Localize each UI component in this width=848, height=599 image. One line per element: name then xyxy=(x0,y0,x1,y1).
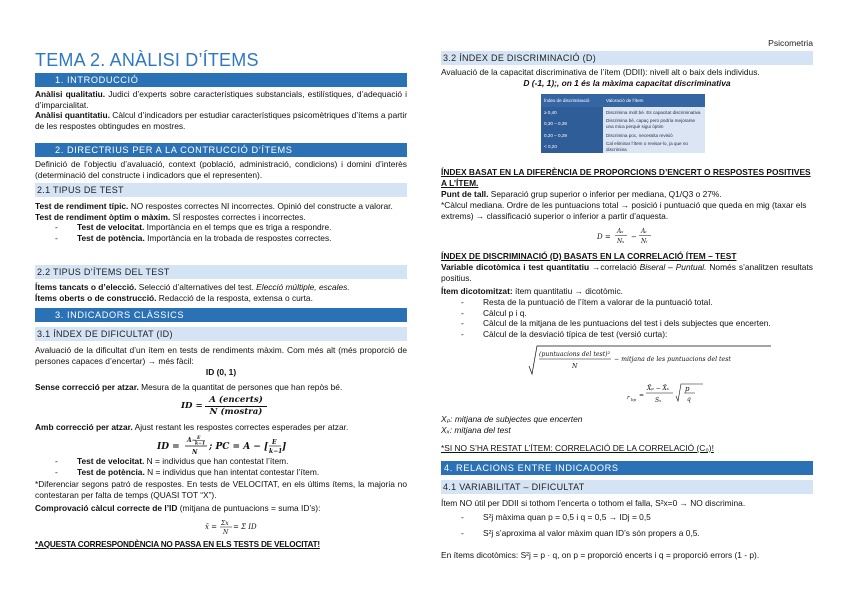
list-item: - Càlcul de la desviació típica de test (versió curta): xyxy=(441,329,813,340)
svg-text:Aₛ: Aₛ xyxy=(617,228,624,235)
s31-intro: Avaluació de la dificultat d’un ítem en tests de rendiments màxim. Com més alt (més proporció de persones capaces d’encertar) → més fàcil: xyxy=(35,345,407,366)
svg-text:p: p xyxy=(685,385,690,393)
table-cell: Cal eliminar l’ítem o revisar-lo, ja que no discrimina xyxy=(603,141,705,153)
svg-text:N: N xyxy=(223,529,229,536)
svg-text:=: = xyxy=(639,392,645,399)
list-item: - S²j s’aproxima al valor màxim quan ID’s són propers a 0,5. xyxy=(441,527,813,540)
formula-id-correction xyxy=(35,433,407,457)
svg-text:k−1: k−1 xyxy=(195,441,206,447)
xx-legend: Xₓ: mitjana del test xyxy=(441,425,511,435)
section-1-heading: 1. INTRODUCCIÓ xyxy=(35,73,407,87)
svg-text:ID =: ID = xyxy=(157,442,180,452)
formula-sd-and-rbp xyxy=(441,344,813,410)
s31-note-speed: *Diferenciar segons patró de respostes. En tests de VELOCITAT, en els últims ítems, la majoria no contestaran per falta de temps (QUASI TOT “X”). xyxy=(35,479,407,500)
s41-list xyxy=(441,511,813,540)
s22-body: Ítems tancats o d’elecció. Selecció d’alternatives del test. Elecció múltiple, escales. Ítems oberts o de construcció. Redacció de la resposta, extensa o curta. xyxy=(35,282,350,303)
s31-list xyxy=(35,456,407,477)
formula-mean-svg xyxy=(35,514,407,538)
svg-text:A−: A− xyxy=(187,437,197,444)
list-item: - Test de velocitat. N = individus que han contestat l’ítem. xyxy=(35,456,407,467)
svg-text:−: − xyxy=(631,233,637,241)
table-cell: 0,20 – 0,29 xyxy=(541,130,603,141)
svg-text:q: q xyxy=(687,396,691,403)
formula-d xyxy=(441,224,813,248)
list-item: - Càlcul p i q. xyxy=(441,308,813,319)
page-title: TEMA 2. ANÀLISI D’ÍTEMS xyxy=(35,50,259,70)
table-cell: Discrimina poc, necessita revisió xyxy=(603,130,705,141)
svg-text:(puntuacions del test)²: (puntuacions del test)² xyxy=(539,351,611,358)
formula-sd-svg xyxy=(441,344,813,410)
svg-text:]: ] xyxy=(282,442,287,452)
svg-text:; PC = A − [: ; PC = A − [ xyxy=(209,442,269,452)
list-item: - Test de velocitat. Importància en el temps que es triga a respondre. xyxy=(35,222,407,233)
section-2-2-heading: 2.2 TIPUS D’ÍTEMS DEL TEST xyxy=(35,265,407,279)
s31-check: Comprovació càlcul correcte de l’ID (mitjana de puntuacions = suma ID’s): xyxy=(35,503,321,513)
formula-d-svg xyxy=(441,224,813,248)
list-item: - Càlcul de la mitjana de les puntuacions del test i dels subjectes que encerten. xyxy=(441,318,813,329)
list-item: - Test de potència. Importància en la trobada de respostes correctes. xyxy=(35,233,407,244)
table-cell: < 0,20 xyxy=(541,141,603,153)
table-header: Valoració de l’ítem xyxy=(603,94,705,107)
svg-text:= Σ ID: = Σ ID xyxy=(233,523,257,531)
section-3-1-heading: 3.1 ÍNDEX DE DIFICULTAT (ID) xyxy=(35,327,407,341)
s31-no-correction: Sense correcció per atzar. Mesura de la quantitat de persones que han repòs bé. xyxy=(35,382,343,392)
s1-paragraphs: Anàlisi qualitatiu. Judici d’experts sobre característiques substancials, estilístiques, d’adequació i d’imparcialitat. Anàlisi quantitatiu. Càlcul d’indicadors per estudiar característiques psicomètriques d’ítems a partir de les respostes obtingudes en mostres. xyxy=(35,89,407,131)
s33-median: *Càlcul mediana. Ordre de les puntuacions total → posició i puntuació que queda en mig (taxar els extrems) → classificació superior o inferior a partir d’aquesta. xyxy=(441,200,807,221)
svg-text:N: N xyxy=(192,449,198,456)
section-4-1-heading: 4.1 VARIABILITAT – DIFICULTAT xyxy=(441,480,813,494)
running-header: Psicometria xyxy=(768,38,813,48)
section-2-heading: 2. DIRECTRIUS PER A LA CONTRUCCIÓ D’ÍTEMS xyxy=(35,143,407,157)
s41-p1: Ítem NO útil per DDII si tothom l’encerta o tothom el falla, S²x=0 → NO discrimina. xyxy=(441,498,746,508)
formula-id-correction-svg xyxy=(35,433,407,457)
s34-list xyxy=(441,297,813,339)
svg-text:X̄ₚ − X̄ₓ: X̄ₚ − X̄ₓ xyxy=(647,385,669,392)
s33-cut: Punt de tall. Separació grup superior o inferior per mediana, Q1/Q3 o 27%. xyxy=(441,189,722,199)
list-item: - S²j màxima quan p = 0,5 i q = 0,5 → IDj = 0,5 xyxy=(441,511,813,524)
formula-id: ID = A (encerts) N (mostra) xyxy=(35,395,407,419)
svg-text:D =: D = xyxy=(597,233,611,241)
svg-text:x̄ =: x̄ = xyxy=(205,523,218,531)
section-3-2-heading: 3.2 ÍNDEX DE DISCRIMINACIÓ (D) xyxy=(441,51,813,65)
svg-text:k−1: k−1 xyxy=(269,448,283,455)
svg-text:r: r xyxy=(627,395,630,401)
svg-text:Sₓ: Sₓ xyxy=(655,397,662,404)
list-item: - Resta de la puntuació de l’ítem a valorar de la puntuació total. xyxy=(441,297,813,308)
s2-paragraph: Definició de l’objectiu d’avaluació, context (població, administració, condicions) i domini d’interès (determinació del constructe i indicadors que el representen). xyxy=(35,159,407,180)
list-item: - Test de potència. N = individus que han intentat contestar l’ítem. xyxy=(35,467,407,478)
s34-heading: ÍNDEX DE DISCRIMINACIÓ (D) BASATS EN LA CORRELACIÓ ÍTEM – TEST xyxy=(441,251,737,261)
d-range: D (-1, 1);, on 1 és la màxima capacitat discriminativa xyxy=(523,78,731,88)
s34-warning: *SI NO S’HA RESTAT L’ÍTEM: CORRELACIÓ DE LA CORRELACIÓ (C₀)! xyxy=(441,443,714,453)
svg-text:N: N xyxy=(572,363,578,370)
table-cell: 0,30 – 0,39 xyxy=(541,118,603,130)
s32-intro: Avaluació de la capacitat discriminativa de l’ítem (DDII): nivell alt o baix dels individus. xyxy=(441,67,760,77)
svg-text:E: E xyxy=(272,439,277,446)
section-2-1-heading: 2.1 TIPUS DE TEST xyxy=(35,183,407,197)
s34-p1: Variable dicotòmica i test quantitatiu →correlació Biseral – Puntual. Només s’analitzen resultats positius. xyxy=(441,262,813,283)
table-header: Índex de discriminació xyxy=(541,94,603,107)
table-cell: Discrimina bé, capaç pero podría mejorarse una mica perquè sigui òptim xyxy=(603,118,705,130)
svg-text:Nₛ: Nₛ xyxy=(617,238,625,245)
svg-text:Nᵢ: Nᵢ xyxy=(641,238,648,245)
section-4-heading: 4. RELACIONS ENTRE INDICADORS xyxy=(441,461,813,475)
table-cell: ≥ 0,40 xyxy=(541,107,603,118)
svg-text:E: E xyxy=(197,436,201,441)
svg-text:bp: bp xyxy=(631,397,637,402)
s41-p2: En ítems dicotòmics: S²j = p · q, on p = proporció encerts i q = proporció errors (1 - p). xyxy=(441,550,760,560)
formula-mean xyxy=(35,514,407,538)
s31-warning: *AQUESTA CORRESPONDÈNCIA NO PASSA EN ELS TESTS DE VELOCITAT! xyxy=(35,540,320,549)
s21-body: Test de rendiment típic. NO respostes correctes NI incorrectes. Opinió del constructe a valorar. Test de rendiment òptim o màxim. SÍ respostes correctes i incorrectes. - Test de velocitat. Importància en el temps que es triga a respondre. - Test de potència. Importància en la trobada de respostes correctes. xyxy=(35,201,407,243)
table-cell: Discrimina molt bé. Es capacitat discriminativa xyxy=(603,107,705,118)
svg-text:Σx: Σx xyxy=(221,520,229,527)
s34-p2: Ítem dicotomitzat: ítem quantitatiu → dicotòmic. xyxy=(441,286,623,296)
section-3-heading: 3. INDICADORS CLÀSSICS xyxy=(35,308,407,322)
s31-with-correction: Amb correcció per atzar. Ajust restant les respostes correctes esperades per atzar. xyxy=(35,422,349,432)
xp-legend: Xₚ: mitjana de subjectes que encerten xyxy=(441,414,583,424)
svg-text:− mitjana de les puntuacions d: − mitjana de les puntuacions del test xyxy=(614,356,731,363)
s33-heading: ÍNDEX BASAT EN LA DIFERÈNCIA DE PROPORCIONS D’ENCERT O RESPOSTES POSITIVES A L’ÍTEM. xyxy=(441,167,811,188)
svg-text:Aᵢ: Aᵢ xyxy=(641,228,647,235)
discrimination-table xyxy=(541,94,731,153)
id-range: ID (0, 1) xyxy=(205,367,237,377)
